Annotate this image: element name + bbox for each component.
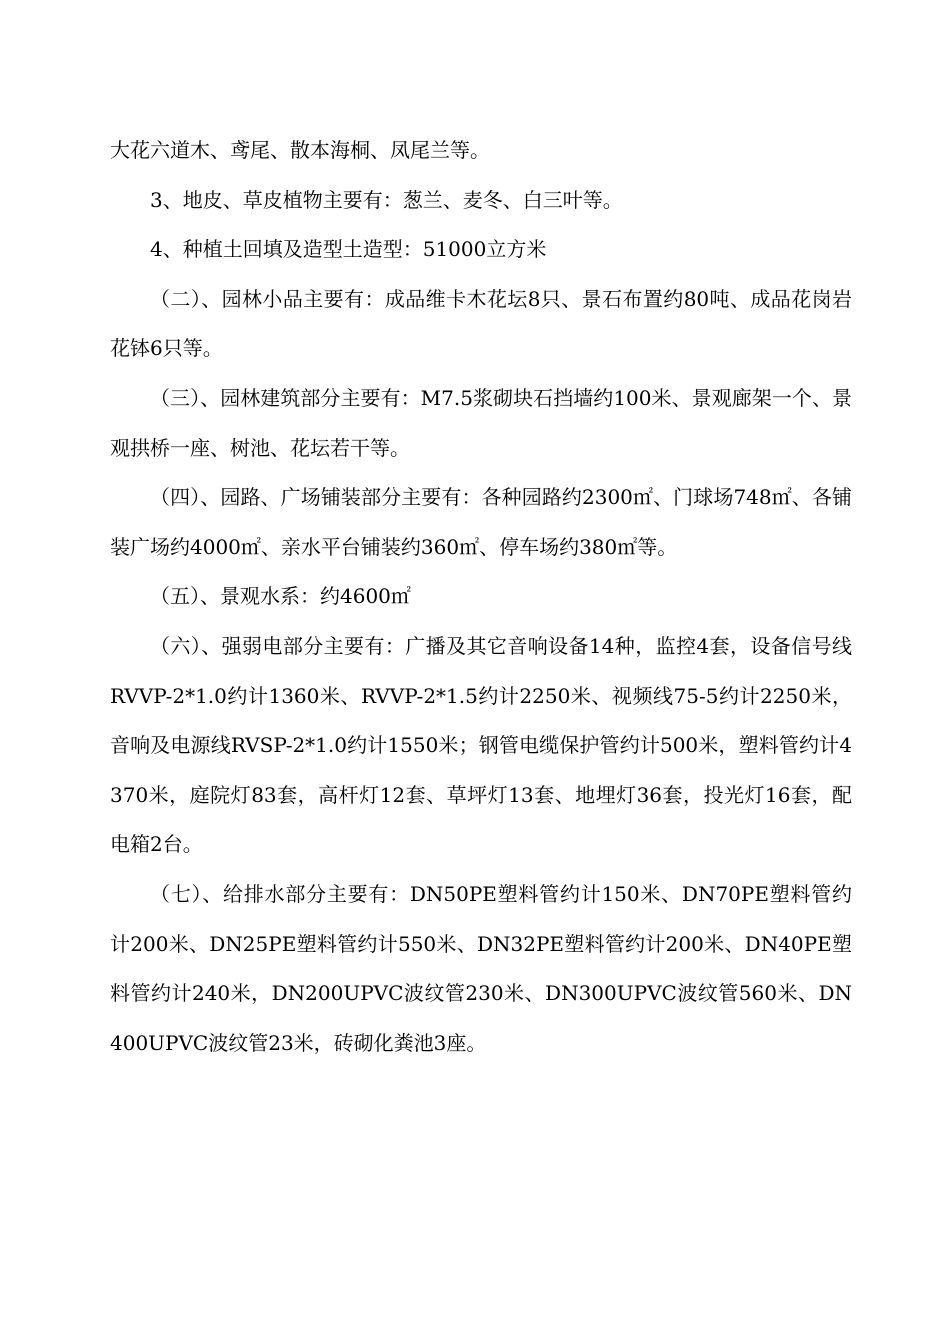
paragraph-garden-features: （二）、园林小品主要有：成品维卡木花坛8只、景石布置约80吨、成品花岗岩花钵6只等。: [110, 286, 852, 361]
paragraph-electrical: （六）、强弱电部分主要有：广播及其它音响设备14种，监控4套，设备信号线RVVP-2*1.0约计1360米、RVVP-2*1.5约计2250米、视频线75-5约计2250米，音响及电源线RVSP-2*1.0约计1550米；钢管电缆保护管约计500米，塑料管约计4370米，庭院灯83套，高杆灯12套、草坪灯13套、地埋灯36套，投光灯16套，配电箱2台。: [110, 633, 852, 857]
paragraph-plant-list-continued: 大花六道木、鸢尾、散本海桐、凤尾兰等。: [110, 138, 490, 162]
paragraph-paving: （四）、园路、广场铺装部分主要有：各种园路约2300㎡、门球场748㎡、各铺装广场约4000㎡、亲水平台铺装约360㎡、停车场约380㎡等。: [110, 485, 852, 559]
document-body: [110, 126, 852, 1068]
paragraph-water-system: （五）、景观水系：约4600㎡: [150, 584, 411, 609]
paragraph-ground-cover: 3、地皮、草皮植物主要有：葱兰、麦冬、白三叶等。: [150, 187, 623, 212]
paragraph-plumbing: （七）、给排水部分主要有：DN50PE塑料管约计150米、DN70PE塑料管约计200米、DN25PE塑料管约计550米、DN32PE塑料管约计200米、DN40PE塑料管约计240米，DN200UPVC波纹管230米、DN300UPVC波纹管560米、DN400UPVC波纹管23米，砖砌化粪池3座。: [110, 881, 852, 1055]
paragraph-garden-buildings: （三）、园林建筑部分主要有：M7.5浆砌块石挡墙约100米、景观廊架一个、景观拱桥一座、树池、花坛若干等。: [110, 385, 852, 460]
paragraph-soil-backfill: 4、种植土回填及造型土造型：51000立方米: [150, 237, 547, 262]
